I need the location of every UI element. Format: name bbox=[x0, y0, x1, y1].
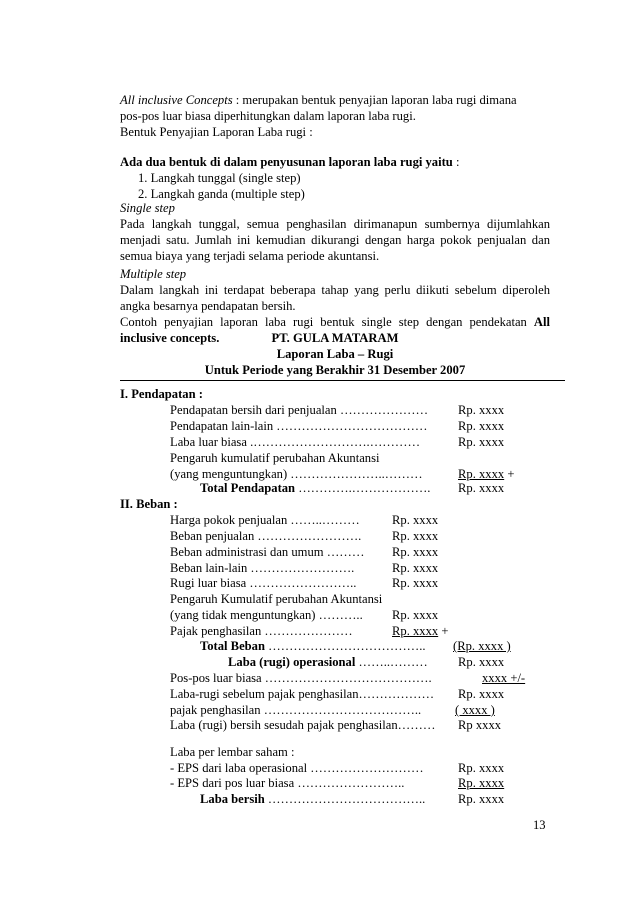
beban-row-value: Rp. xxxx bbox=[392, 608, 439, 622]
beban-row-label: Pajak penghasilan ………………… bbox=[170, 624, 353, 638]
pendapatan-row-value: Rp. xxxx bbox=[458, 435, 505, 449]
beban-row-value-text: Rp. xxxx bbox=[392, 624, 439, 638]
laba-bersih-dots: ……………………………….. bbox=[264, 792, 426, 806]
eps-row-label: - EPS dari laba operasional ……………………… bbox=[170, 761, 424, 775]
total-pendapatan-row bbox=[200, 480, 430, 496]
beban-heading: II. Beban : bbox=[120, 497, 178, 511]
pendapatan-row-label: Laba luar biasa .……………………….………… bbox=[170, 435, 421, 449]
multiple-step-title: Multiple step bbox=[120, 267, 187, 281]
pajak-penghasilan-value: ( xxxx ) bbox=[455, 703, 495, 717]
pendapatan-row-value: Rp. xxxx bbox=[458, 403, 505, 417]
list-item-2: 2. Langkah ganda (multiple step) bbox=[138, 187, 305, 201]
pendapatan-row-label: Pengaruh kumulatif perubahan Akuntansi bbox=[170, 451, 380, 465]
dua-bentuk-heading bbox=[120, 154, 459, 170]
laba-sebelum-pajak-value: Rp. xxxx bbox=[458, 687, 505, 701]
total-pendapatan-label: Total Pendapatan bbox=[200, 481, 296, 495]
laba-bersih-label: Laba bersih bbox=[200, 792, 265, 806]
page-number: 13 bbox=[533, 818, 546, 832]
pendapatan-row-label: Pendapatan lain-lain ……………………………… bbox=[170, 419, 428, 433]
plus-sign: + bbox=[438, 624, 449, 638]
beban-row-value bbox=[392, 623, 448, 639]
beban-row-label: Rugi luar biasa …………………….. bbox=[170, 576, 357, 590]
total-beban-dots: ……………………………….. bbox=[264, 639, 426, 653]
list-item-1: 1. Langkah tunggal (single step) bbox=[138, 171, 301, 185]
eps-row-value: Rp. xxxx bbox=[458, 776, 505, 790]
report-company: PT. GULA MATARAM bbox=[271, 331, 399, 345]
laba-operasional-dots: ……..……… bbox=[355, 655, 428, 669]
pendapatan-row-label: (yang menguntungkan) …………………..……… bbox=[170, 467, 423, 481]
laba-operasional-row bbox=[228, 654, 428, 670]
single-step-text: Pada langkah tunggal, semua penghasilan dirimanapun sumbernya dijumlahkan menjadi satu. Jumlah ini kemudian dikurangi dengan harga pokok penjualan dan semua biaya yang terjadi selama periode akuntansi. bbox=[120, 217, 550, 263]
beban-row-label: (yang tidak menguntungkan) ……….. bbox=[170, 608, 363, 622]
beban-row-value: Rp. xxxx bbox=[392, 545, 439, 559]
laba-operasional-label: Laba (rugi) operasional bbox=[228, 655, 356, 669]
pos-luar-biasa-value: xxxx +/- bbox=[482, 671, 526, 685]
laba-sebelum-pajak-label: Laba-rugi sebelum pajak penghasilan……………… bbox=[170, 687, 435, 701]
total-beban-row bbox=[200, 638, 426, 654]
intro-term: All inclusive Concepts bbox=[120, 93, 233, 107]
intro-definition-1: : merupakan bentuk penyajian laporan laba rugi dimana bbox=[232, 93, 517, 107]
beban-row-label: Harga pokok penjualan ……..……… bbox=[170, 513, 360, 527]
pendapatan-row-value: Rp. xxxx bbox=[458, 419, 505, 433]
intro-line-2: pos-pos luar biasa diperhitungkan dalam laporan laba rugi. bbox=[120, 109, 416, 123]
laba-operasional-value: Rp. xxxx bbox=[458, 655, 505, 669]
pendapatan-row-value-text: Rp. xxxx bbox=[458, 467, 505, 481]
beban-row-label: Beban penjualan ……………………. bbox=[170, 529, 362, 543]
report-period: Untuk Periode yang Berakhir 31 Desember 2007 bbox=[204, 363, 466, 377]
contoh-text: Contoh penyajian laporan laba rugi bentuk single step dengan pendekatan bbox=[120, 315, 534, 329]
report-title: Laporan Laba – Rugi bbox=[276, 347, 394, 361]
beban-row-value: Rp. xxxx bbox=[392, 529, 439, 543]
header-rule bbox=[120, 380, 565, 381]
single-step-title: Single step bbox=[120, 201, 175, 215]
beban-row-label: Beban lain-lain ……………………. bbox=[170, 561, 355, 575]
total-beban-value: (Rp. xxxx ) bbox=[453, 639, 511, 653]
laba-bersih-sesudah-label: Laba (rugi) bersih sesudah pajak penghasilan……… bbox=[170, 718, 436, 732]
pos-luar-biasa-label: Pos-pos luar biasa …………………………………. bbox=[170, 671, 432, 685]
laba-bersih-sesudah-value: Rp xxxx bbox=[458, 718, 502, 732]
laba-bersih-row bbox=[200, 791, 425, 807]
intro-line-1 bbox=[120, 92, 550, 108]
laba-bersih-value: Rp. xxxx bbox=[458, 792, 505, 806]
intro-bentuk: Bentuk Penyajian Laporan Laba rugi : bbox=[120, 125, 313, 139]
dua-bentuk-heading-text: Ada dua bentuk di dalam penyusunan laporan laba rugi yaitu bbox=[120, 155, 453, 169]
contoh-bold: All inclusive concepts. bbox=[120, 315, 550, 345]
total-pendapatan-dots: ………….………………. bbox=[295, 481, 431, 495]
eps-heading: Laba per lembar saham : bbox=[170, 745, 295, 759]
eps-row-value: Rp. xxxx bbox=[458, 761, 505, 775]
total-beban-label: Total Beban bbox=[200, 639, 265, 653]
plus-sign: + bbox=[504, 467, 515, 481]
beban-row-value: Rp. xxxx bbox=[392, 576, 439, 590]
multiple-step-text: Dalam langkah ini terdapat beberapa tahap yang perlu diikuti sebelum diperoleh angka besarnya pendapatan bersih. bbox=[120, 283, 550, 313]
pendapatan-heading: I. Pendapatan : bbox=[120, 387, 203, 401]
dua-bentuk-colon: : bbox=[452, 155, 460, 169]
pajak-penghasilan-label: pajak penghasilan ……………………………….. bbox=[170, 703, 422, 717]
eps-row-label: - EPS dari pos luar biasa …………………….. bbox=[170, 776, 405, 790]
total-pendapatan-value: Rp. xxxx bbox=[458, 481, 505, 495]
beban-row-label: Pengaruh Kumulatif perubahan Akuntansi bbox=[170, 592, 383, 606]
beban-row-label: Beban administrasi dan umum ……… bbox=[170, 545, 365, 559]
pendapatan-row-label: Pendapatan bersih dari penjualan ………………… bbox=[170, 403, 429, 417]
beban-row-value: Rp. xxxx bbox=[392, 513, 439, 527]
beban-row-value: Rp. xxxx bbox=[392, 561, 439, 575]
